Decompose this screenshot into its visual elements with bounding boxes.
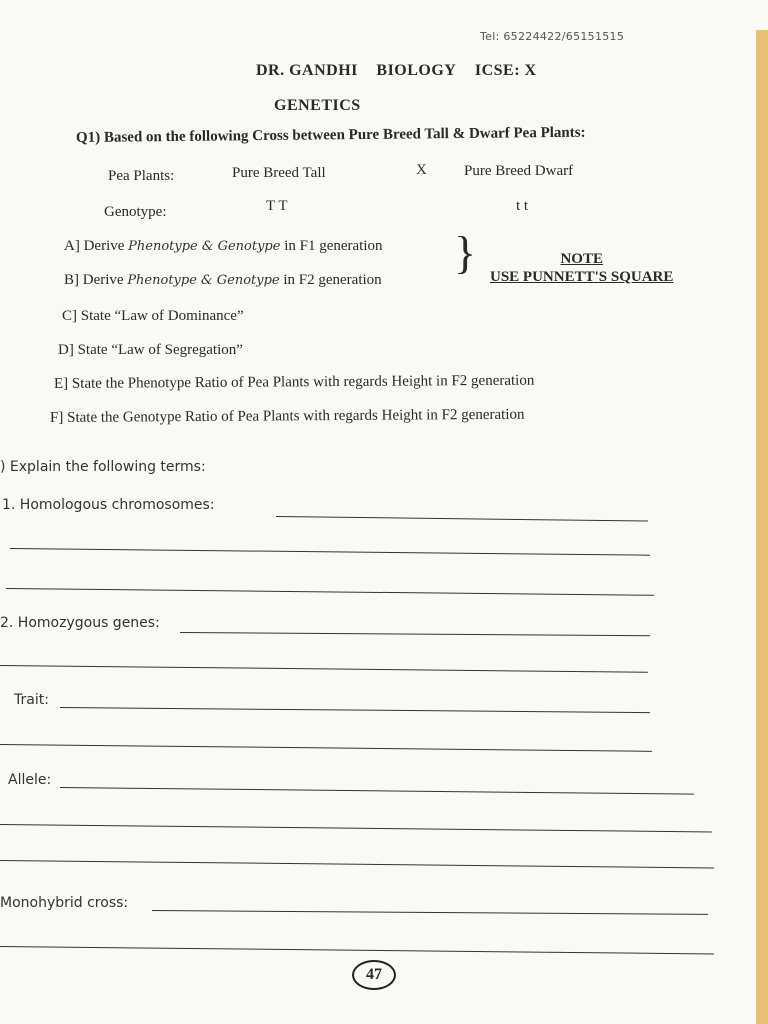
question-1-title: Q1) Based on the following Cross between Pure Breed Tall & Dwarf Pea Plants: <box>75 124 586 146</box>
punnett-note <box>490 250 673 286</box>
answer-line <box>276 516 648 522</box>
part-c: C] State “Law of Dominance” <box>62 308 244 324</box>
tall-label: Pure Breed Tall <box>232 165 326 181</box>
answer-line <box>60 787 694 795</box>
part-b-prefix: B] Derive <box>64 272 124 288</box>
part-f: F] State the Genotype Ratio of Pea Plants with regards Height in F2 generation <box>49 406 525 426</box>
page-number: 47 <box>352 960 396 990</box>
part-b-handwriting: Phenotype & Genotype <box>127 273 280 288</box>
part-a-handwriting: Phenotype & Genotype <box>128 239 281 254</box>
topic-title: GENETICS <box>274 97 361 114</box>
phone-number: Tel: 65224422/65151515 <box>480 30 625 43</box>
subject-name: BIOLOGY <box>376 62 457 79</box>
page-header <box>256 62 551 80</box>
term-homozygous: 2. Homozygous genes: <box>0 615 160 631</box>
answer-line <box>0 665 648 673</box>
part-a-suffix: in F1 generation <box>284 238 383 254</box>
page-edge <box>756 30 768 1024</box>
term-monohybrid: Monohybrid cross: <box>0 895 129 911</box>
dwarf-genotype: t t <box>516 198 529 214</box>
part-b-suffix: in F2 generation <box>283 272 382 288</box>
question-2-title: ) Explain the following terms: <box>0 459 206 475</box>
answer-line <box>0 824 712 832</box>
term-homologous: 1. Homologous chromosomes: <box>2 497 215 513</box>
term-allele: Allele: <box>8 772 52 788</box>
part-e: E] State the Phenotype Ratio of Pea Plants with regards Height in F2 generation <box>53 372 535 392</box>
board-name: ICSE: X <box>474 62 537 79</box>
answer-line <box>60 707 650 713</box>
term-trait: Trait: <box>14 692 49 708</box>
answer-line <box>180 632 650 636</box>
answer-line <box>10 548 650 556</box>
dwarf-label: Pure Breed Dwarf <box>464 163 574 179</box>
part-d: D] State “Law of Segregation” <box>58 342 243 358</box>
part-b <box>64 272 382 289</box>
school-name: DR. GANDHI <box>256 62 358 79</box>
brace-icon: } <box>454 227 477 278</box>
answer-line <box>6 588 654 596</box>
note-text: USE PUNNETT'S SQUARE <box>490 269 674 285</box>
answer-line <box>0 860 714 868</box>
cross-symbol: X <box>416 162 427 178</box>
part-a-prefix: A] Derive <box>64 238 125 254</box>
genotype-label: Genotype: <box>104 204 167 220</box>
tall-genotype: T T <box>266 198 288 214</box>
note-title: NOTE <box>560 251 603 267</box>
part-a <box>64 238 383 255</box>
answer-line <box>152 910 708 915</box>
pea-plants-label: Pea Plants: <box>108 168 175 184</box>
answer-line <box>0 744 652 752</box>
answer-line <box>0 946 714 954</box>
